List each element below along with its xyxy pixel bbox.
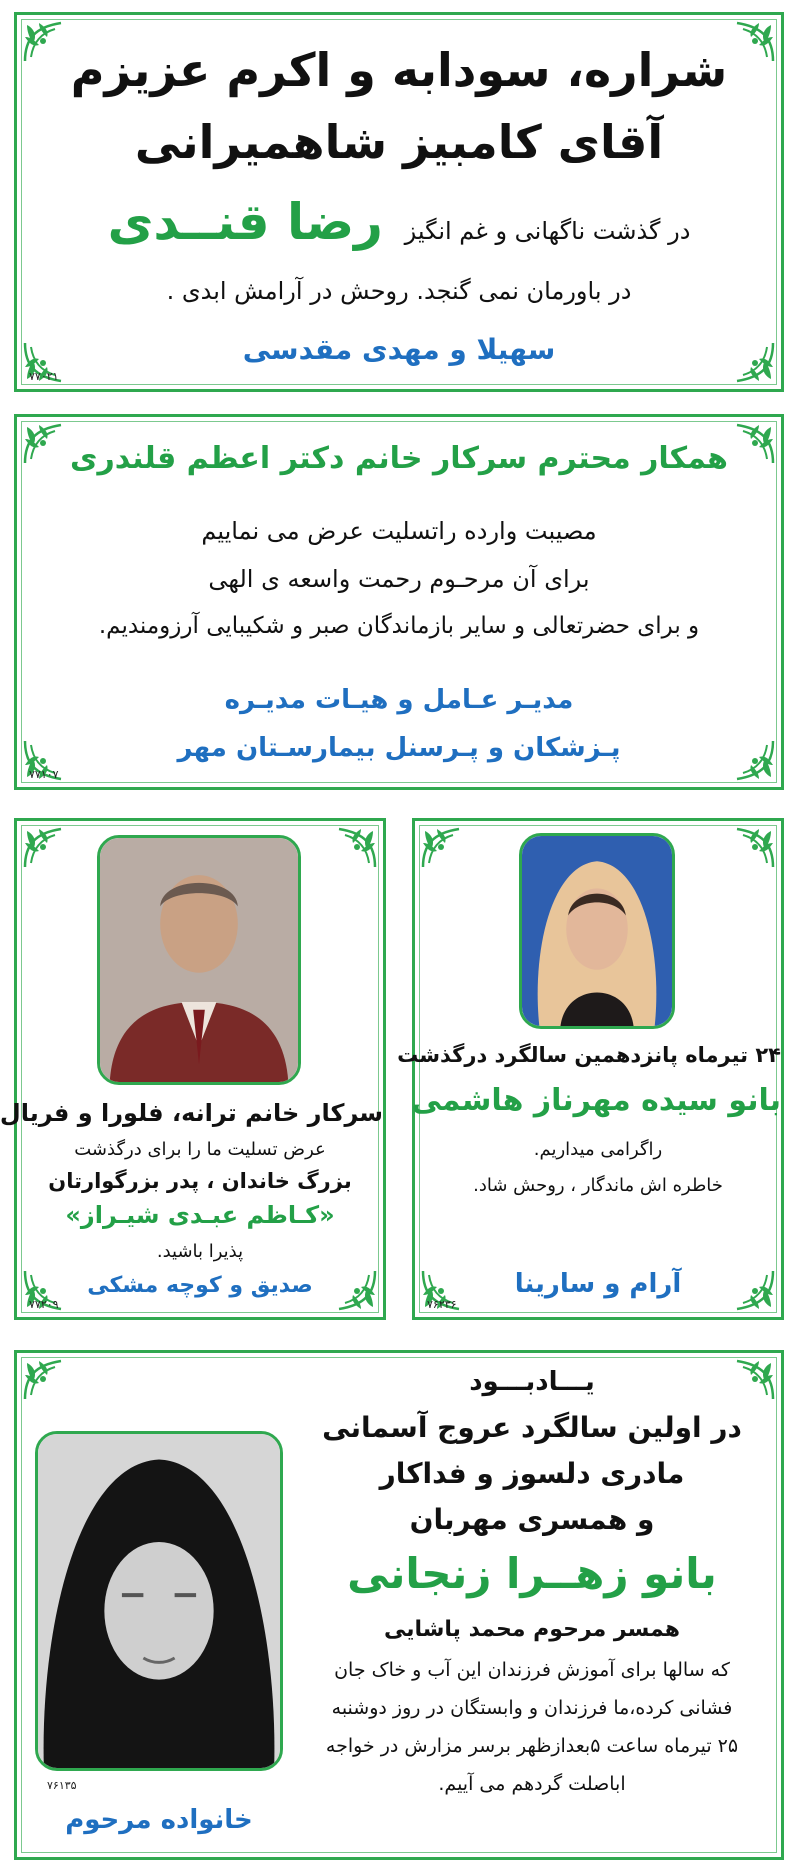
floral-ornament-icon — [21, 1357, 67, 1403]
body-line-3: و برای حضرتعالی و سایر بازماندگان صبر و شکیبایی آرزومندیم. — [98, 613, 700, 639]
deceased-name: «کـاظم عبـدی شیـراز» — [65, 1201, 335, 1229]
floral-ornament-icon — [21, 825, 67, 871]
anniversary-notice-4 — [397, 818, 784, 1320]
body-line-1: راگرامی میداریم. — [533, 1139, 663, 1160]
notice-code: ۷۷۰۲۱ — [29, 370, 59, 383]
recipient-name: آقای کامبیز شاهمیرانی — [134, 115, 664, 169]
floral-ornament-icon — [419, 825, 465, 871]
notice-code: ۷۷۲۰۹ — [29, 1298, 59, 1311]
condolence-prefix: در گذشت ناگهانی و غم انگیز — [404, 217, 691, 245]
details-line-4: اباصلت گردهم می آییم. — [438, 1773, 626, 1795]
spouse-line: همسر مرحوم محمد پاشایی — [383, 1617, 680, 1642]
deceased-portrait — [35, 1431, 283, 1771]
deceased-portrait — [97, 835, 301, 1085]
body-line-1: مصیبت وارده راتسلیت عرض می نماییم — [201, 517, 597, 545]
body-line-2: مادری دلسوز و فداکار — [379, 1457, 685, 1490]
details-line-2: فشانی کرده،ما فرزندان و وابستگان در روز دوشنبه — [331, 1697, 733, 1719]
signature-line-2: پـزشکان و پـرسنل بیمارسـتان مهر — [177, 733, 621, 763]
condolence-line — [17, 193, 781, 251]
body-line-2: بزرگ خاندان ، پدر بزرگوارتان — [48, 1169, 352, 1193]
details-line-1: که سالها برای آموزش فرزندان این آب و خاک جان — [334, 1659, 730, 1681]
body-line-1: عرض تسلیت ما را برای درگذشت — [74, 1139, 326, 1160]
deceased-name: بانو سیده مهرناز هاشمی — [411, 1083, 781, 1118]
memorial-heading: یـــادبـــود — [469, 1367, 595, 1397]
memorial-text-column — [297, 1353, 767, 1857]
body-line-2: برای آن مرحـوم رحمت واسعه ی الهی — [208, 565, 590, 593]
memorial-notice-5 — [14, 1350, 784, 1860]
condolence-notice-2 — [14, 414, 784, 790]
floral-ornament-icon — [731, 825, 777, 871]
deceased-portrait — [519, 833, 675, 1029]
deceased-name: رضا قنــدی — [107, 193, 383, 251]
recipients-line: شراره، سودابه و اکرم عزیزم — [70, 43, 728, 97]
details-line-3: ۲۵ تیرماه ساعت ۵بعدازظهر برسر مزارش در خواجه — [325, 1735, 739, 1757]
notice-title: ۲۴ تیرماه پانزدهمین سالگرد درگذشت — [397, 1043, 781, 1067]
condolence-notice-1 — [14, 12, 784, 392]
notice-title: سرکار خانم ترانه، فلورا و فریال — [0, 1099, 383, 1127]
signature: صدیق و کوچه مشکی — [87, 1273, 313, 1298]
condolence-notice-3 — [0, 818, 386, 1320]
floral-ornament-icon — [333, 825, 379, 871]
notice-title: همکار محترم سرکار خانم دکتر اعظم قلندری — [70, 441, 728, 476]
notice-code: ۷۶۱۳۵ — [47, 1779, 77, 1792]
signature: آرام و سارینا — [514, 1269, 682, 1299]
body-line-2: خاطره اش ماندگار ، روحش شاد. — [473, 1175, 723, 1196]
condolence-text: در باورمان نمی گنجد. روحش در آرامش ابدی . — [166, 277, 632, 305]
signature: سهیلا و مهدی مقدسی — [242, 333, 556, 366]
body-line-3: پذیرا باشید. — [156, 1241, 244, 1262]
signature: خانواده مرحوم — [65, 1805, 253, 1835]
signature-line-1: مدیـر عـامل و هیـات مدیـره — [224, 685, 574, 715]
notice-code: ۷۷۱۰۷ — [29, 768, 59, 781]
deceased-name: بانو زهــرا زنجانی — [347, 1549, 717, 1598]
body-line-3: و همسری مهربان — [409, 1503, 655, 1536]
body-line-1: در اولین سالگرد عروج آسمانی — [322, 1411, 742, 1444]
notice-code: ۷۶۲۳۶ — [427, 1298, 457, 1311]
